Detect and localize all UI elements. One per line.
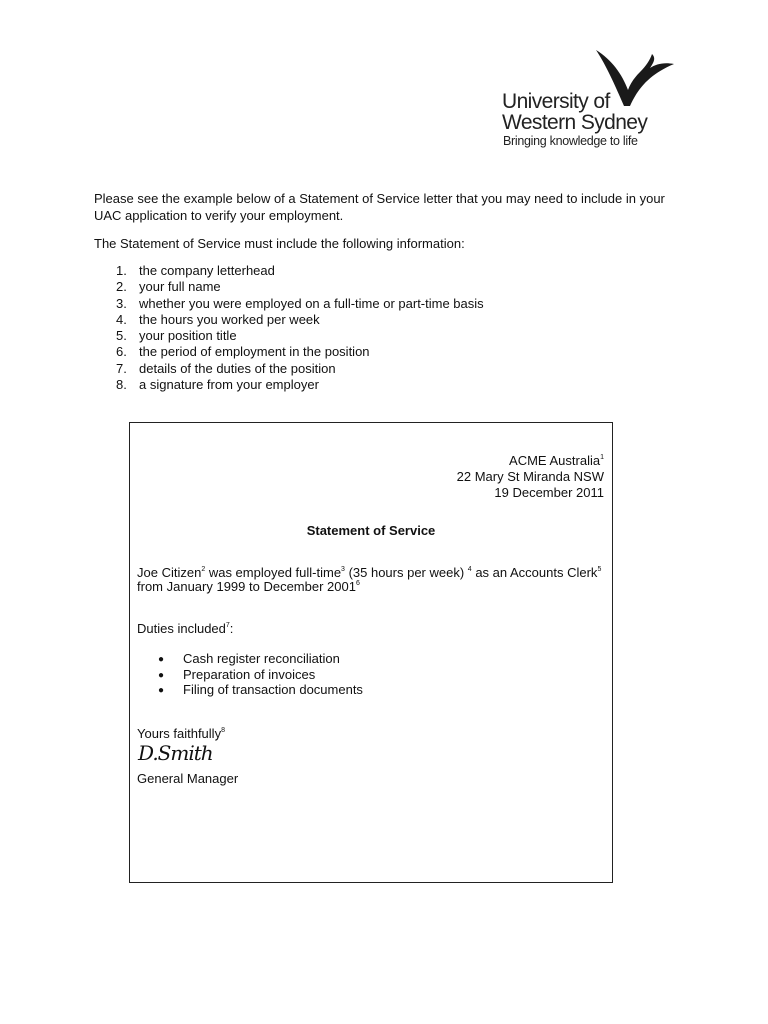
letter-date: 19 December 2011 xyxy=(494,485,604,500)
logo-text-line2: Western Sydney xyxy=(502,111,648,134)
letter-body-paragraph xyxy=(137,566,601,594)
duty-text: Filing of transaction documents xyxy=(183,682,363,697)
list-item xyxy=(158,682,363,698)
signatory-role: General Manager xyxy=(137,771,239,786)
duty-text: Preparation of invoices xyxy=(183,666,316,682)
list-item xyxy=(158,667,363,683)
logo-tagline: Bringing knowledge to life xyxy=(503,134,638,148)
requirements-lead: The Statement of Service must include the following information: xyxy=(94,236,465,251)
list-text: your position title xyxy=(139,328,237,344)
bullet-icon: ● xyxy=(158,654,165,665)
list-text: the period of employment in the position xyxy=(139,344,370,360)
signature: D.Smith xyxy=(138,741,213,765)
intro-line: Please see the example below of a Statement of Service letter that you may need to include in your xyxy=(94,191,665,206)
list-number: 2. xyxy=(116,279,127,295)
intro-line: UAC application to verify your employment. xyxy=(94,208,344,223)
list-item xyxy=(158,651,363,667)
list-item xyxy=(116,377,484,393)
footnote-ref: 7 xyxy=(225,622,230,629)
duty-text: Cash register reconciliation xyxy=(183,651,340,666)
list-text: the company letterhead xyxy=(139,263,275,278)
list-item xyxy=(116,279,484,295)
company-name: ACME Australia xyxy=(509,453,601,468)
list-item xyxy=(116,296,484,312)
list-item xyxy=(116,328,484,344)
list-text: the hours you worked per week xyxy=(139,311,320,327)
footnote-ref: 6 xyxy=(355,580,360,587)
requirements-list xyxy=(116,263,484,393)
duties-colon: : xyxy=(229,621,234,636)
footnote-ref: 1 xyxy=(600,454,604,461)
list-text: whether you were employed on a full-time or part-time basis xyxy=(139,295,484,311)
body-text: Joe Citizen xyxy=(137,565,202,580)
example-letter xyxy=(129,422,613,883)
bullet-icon: ● xyxy=(158,685,165,696)
list-number: 1. xyxy=(116,263,127,278)
list-text: details of the duties of the position xyxy=(139,360,336,376)
footnote-ref: 5 xyxy=(597,566,602,573)
list-item xyxy=(116,361,484,377)
closing-text: Yours faithfully xyxy=(137,726,222,741)
list-number: 4. xyxy=(116,311,127,327)
list-item xyxy=(116,312,484,328)
body-text: (35 hours per week) xyxy=(344,565,468,580)
list-text: your full name xyxy=(139,279,221,295)
intro-paragraph xyxy=(94,190,694,224)
body-text: from January 1999 to December 2001 xyxy=(137,579,356,594)
body-text: as an Accounts Clerk xyxy=(471,565,598,580)
footnote-ref: 8 xyxy=(221,727,225,734)
list-number: 7. xyxy=(116,360,127,376)
body-text: was employed full-time xyxy=(205,565,342,580)
list-number: 3. xyxy=(116,295,127,311)
letter-address-block xyxy=(457,453,604,501)
letter-closing xyxy=(137,726,225,741)
list-text: a signature from your employer xyxy=(139,377,319,393)
letter-title: Statement of Service xyxy=(306,523,436,538)
list-number: 6. xyxy=(116,344,127,360)
duties-label: Duties included xyxy=(137,621,226,636)
list-item xyxy=(116,344,484,360)
university-logo xyxy=(500,48,690,158)
logo-text-line1: University of xyxy=(502,90,610,113)
list-item xyxy=(116,263,484,279)
duties-list xyxy=(158,651,363,698)
duties-heading xyxy=(137,621,233,636)
footnote-ref: 3 xyxy=(341,566,345,573)
list-number: 5. xyxy=(116,328,127,344)
company-address: 22 Mary St Miranda NSW xyxy=(456,469,604,484)
footnote-ref: 2 xyxy=(201,566,206,573)
list-number: 8. xyxy=(116,377,127,393)
bullet-icon: ● xyxy=(158,669,165,681)
footnote-ref: 4 xyxy=(467,566,472,573)
